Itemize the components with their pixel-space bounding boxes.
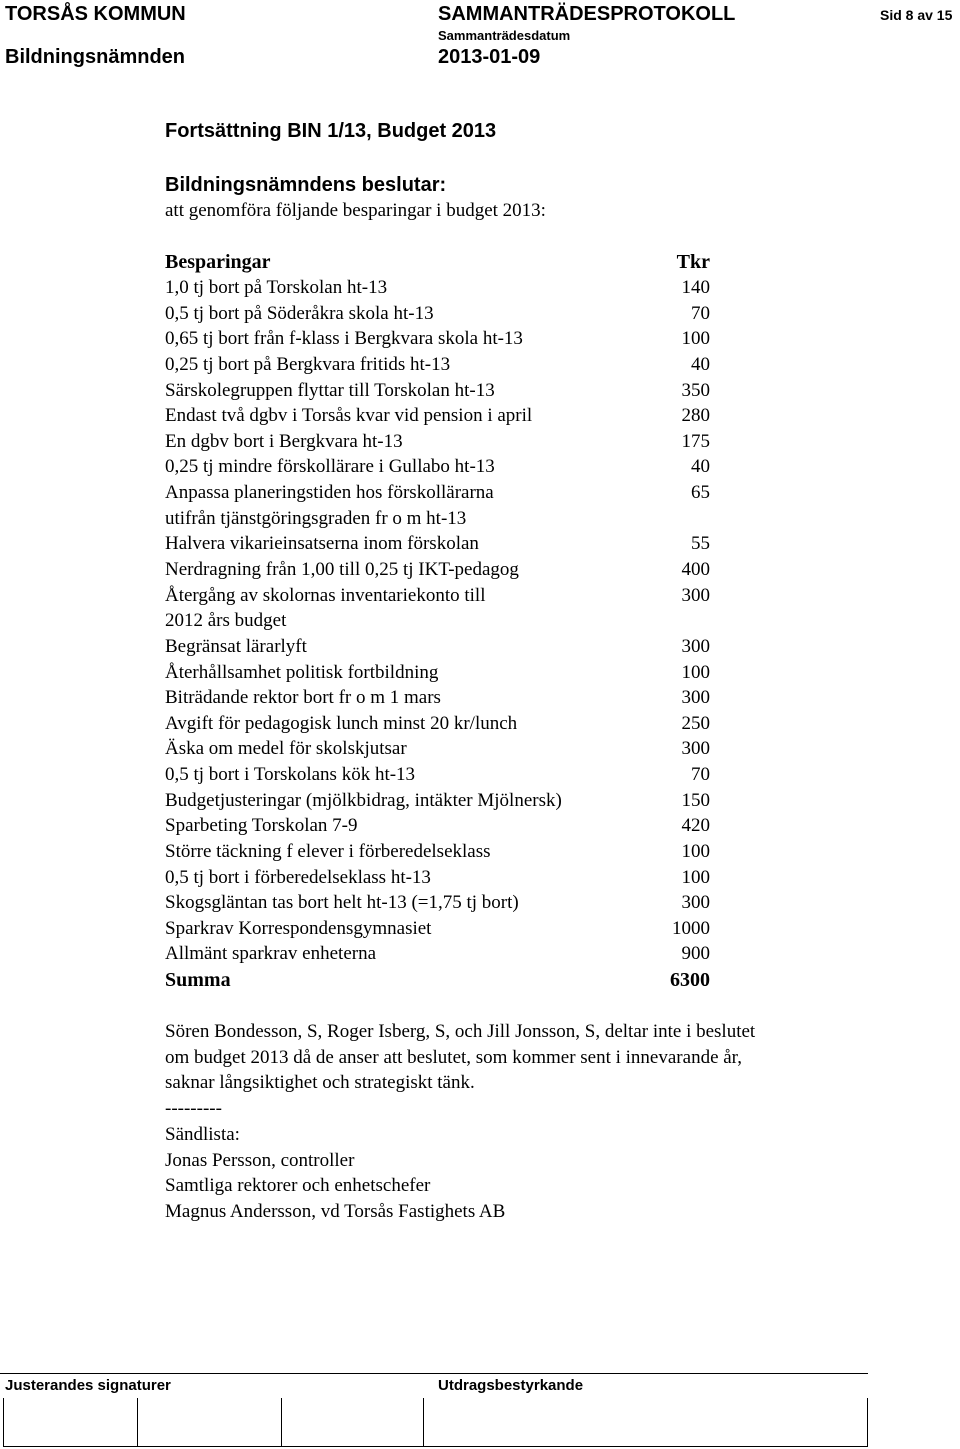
- row-value: 100: [681, 328, 710, 350]
- sum-label: Summa: [165, 969, 231, 991]
- row-value: 420: [681, 815, 710, 837]
- section-title: Fortsättning BIN 1/13, Budget 2013: [165, 120, 497, 142]
- table-row: [165, 815, 710, 841]
- row-label: Endast två dgbv i Torsås kvar vid pension i april: [165, 405, 533, 427]
- meeting-date: 2013-01-09: [438, 46, 541, 68]
- note-line-1: Sören Bondesson, S, Roger Isberg, S, och Jill Jonsson, S, deltar inte i beslutet: [165, 1021, 756, 1042]
- row-label: Återgång av skolornas inventariekonto till: [165, 584, 486, 606]
- row-label: 0,25 tj mindre förskollärare i Gullabo ht-13: [165, 456, 495, 478]
- table-row: [165, 533, 710, 559]
- signature-box-divider: [137, 1398, 138, 1446]
- row-value: 100: [681, 840, 710, 862]
- signature-box-divider: [281, 1398, 282, 1446]
- footer-rule: [0, 1373, 868, 1374]
- recipient: Magnus Andersson, vd Torsås Fastighets AB: [165, 1201, 506, 1222]
- row-label: Begränsat lärarlyft: [165, 635, 307, 657]
- row-value: 300: [681, 584, 710, 606]
- table-row: [165, 431, 710, 457]
- row-label: Särskolegruppen flyttar till Torskolan ht-13: [165, 379, 495, 401]
- table-row: [165, 354, 710, 380]
- row-value: 300: [681, 892, 710, 914]
- row-label: Halvera vikarieinsatserna inom förskolan: [165, 533, 479, 555]
- row-label: Större täckning f elever i förberedelseklass: [165, 840, 491, 862]
- row-label: 0,5 tj bort på Söderåkra skola ht-13: [165, 302, 434, 324]
- row-value: 55: [691, 533, 710, 555]
- row-value: 100: [681, 661, 710, 683]
- row-label: Sparkrav Korrespondensgymnasiet: [165, 917, 432, 939]
- table-row: [165, 892, 710, 918]
- row-label: Allmänt sparkrav enheterna: [165, 943, 377, 965]
- row-label: Återhållsamhet politisk fortbildning: [165, 661, 439, 683]
- row-label: 0,25 tj bort på Bergkvara fritids ht-13: [165, 353, 451, 375]
- signature-box-divider: [423, 1398, 424, 1446]
- table-row: [165, 405, 710, 431]
- table-row: [165, 738, 710, 764]
- row-value: 175: [681, 430, 710, 452]
- recipient: Samtliga rektorer och enhetschefer: [165, 1175, 431, 1196]
- table-row: [165, 303, 710, 329]
- separator: ---------: [165, 1098, 222, 1119]
- row-value: 40: [691, 456, 710, 478]
- row-label: En dgbv bort i Bergkvara ht-13: [165, 430, 403, 452]
- table-row: [165, 713, 710, 739]
- table-row: [165, 636, 710, 662]
- table-row: [165, 610, 710, 636]
- table-row: [165, 790, 710, 816]
- row-label: Skogsgläntan tas bort helt ht-13 (=1,75 tj bort): [165, 892, 519, 914]
- row-value: 1000: [672, 917, 710, 939]
- row-value: 280: [681, 405, 710, 427]
- row-value: 40: [691, 353, 710, 375]
- signature-box-divider: [867, 1398, 868, 1446]
- row-value: 65: [691, 482, 710, 503]
- page-number: Sid 8 av 15: [880, 7, 953, 23]
- table-row: [165, 559, 710, 585]
- row-label: 0,65 tj bort från f-klass i Bergkvara skola ht-13: [165, 328, 523, 350]
- distribution-heading: Sändlista:: [165, 1124, 240, 1145]
- row-value: 70: [691, 302, 710, 324]
- table-row: [165, 662, 710, 688]
- table-row: [165, 482, 710, 508]
- row-label: Biträdande rektor bort fr o m 1 mars: [165, 687, 441, 709]
- recipient: Jonas Persson, controller: [165, 1150, 355, 1171]
- column-label-savings: Besparingar: [165, 251, 271, 273]
- row-label: Nerdragning från 1,00 till 0,25 tj IKT-pedagog: [165, 558, 519, 580]
- row-label: 0,5 tj bort i förberedelseklass ht-13: [165, 866, 431, 888]
- note-line-2: om budget 2013 då de anser att beslutet, som kommer sent i innevarande år,: [165, 1047, 742, 1068]
- sum-value: 6300: [670, 969, 710, 991]
- table-row: [165, 918, 710, 944]
- row-label: utifrån tjänstgöringsgraden fr o m ht-13: [165, 507, 467, 529]
- signatures-label: Justerandes signaturer: [5, 1377, 171, 1394]
- table-row: [165, 687, 710, 713]
- certification-label: Utdragsbestyrkande: [438, 1377, 584, 1394]
- table-row: [165, 380, 710, 406]
- table-row: [165, 764, 710, 790]
- table-row: [165, 328, 710, 354]
- note-line-3: saknar långsiktighet och strategiskt tänk.: [165, 1072, 475, 1093]
- protocol-title: SAMMANTRÄDESPROTOKOLL: [438, 3, 736, 25]
- signature-box-divider: [3, 1398, 4, 1446]
- row-label: Sparbeting Torskolan 7-9: [165, 815, 358, 837]
- table-row: [165, 456, 710, 482]
- table-row: [165, 585, 710, 611]
- row-label: 2012 års budget: [165, 610, 287, 632]
- row-value: 250: [681, 712, 710, 734]
- column-label-unit: Tkr: [676, 251, 710, 273]
- row-value: 150: [681, 789, 710, 811]
- row-label: Budgetjusteringar (mjölkbidrag, intäkter Mjölnersk): [165, 789, 562, 811]
- row-label: Anpassa planeringstiden hos förskollärarna: [165, 482, 494, 503]
- committee-name: Bildningsnämnden: [5, 46, 185, 68]
- sum-row: [165, 969, 710, 995]
- date-label: Sammanträdesdatum: [438, 28, 571, 43]
- row-label: 0,5 tj bort i Torskolans kök ht-13: [165, 764, 416, 785]
- row-label: 1,0 tj bort på Torskolan ht-13: [165, 277, 388, 298]
- row-value: 300: [681, 738, 710, 760]
- row-value: 300: [681, 687, 710, 709]
- row-label: Äska om medel för skolskjutsar: [165, 738, 407, 760]
- row-label: Avgift för pedagogisk lunch minst 20 kr/lunch: [165, 712, 518, 734]
- row-value: 70: [691, 764, 710, 785]
- row-value: 900: [681, 943, 710, 965]
- org-name: TORSÅS KOMMUN: [5, 3, 186, 25]
- table-row: [165, 841, 710, 867]
- row-value: 400: [681, 558, 710, 580]
- row-value: 300: [681, 635, 710, 657]
- decision-heading: Bildningsnämndens beslutar:: [165, 174, 447, 196]
- row-value: 350: [681, 379, 710, 401]
- signature-box-bottom: [3, 1446, 868, 1447]
- table-row: [165, 277, 710, 303]
- table-header-row: [165, 251, 710, 277]
- table-row: [165, 867, 710, 893]
- row-value: 100: [681, 866, 710, 888]
- decision-intro: att genomföra följande besparingar i budget 2013:: [165, 200, 546, 221]
- row-value: 140: [681, 277, 710, 298]
- table-row: [165, 508, 710, 534]
- table-row: [165, 943, 710, 969]
